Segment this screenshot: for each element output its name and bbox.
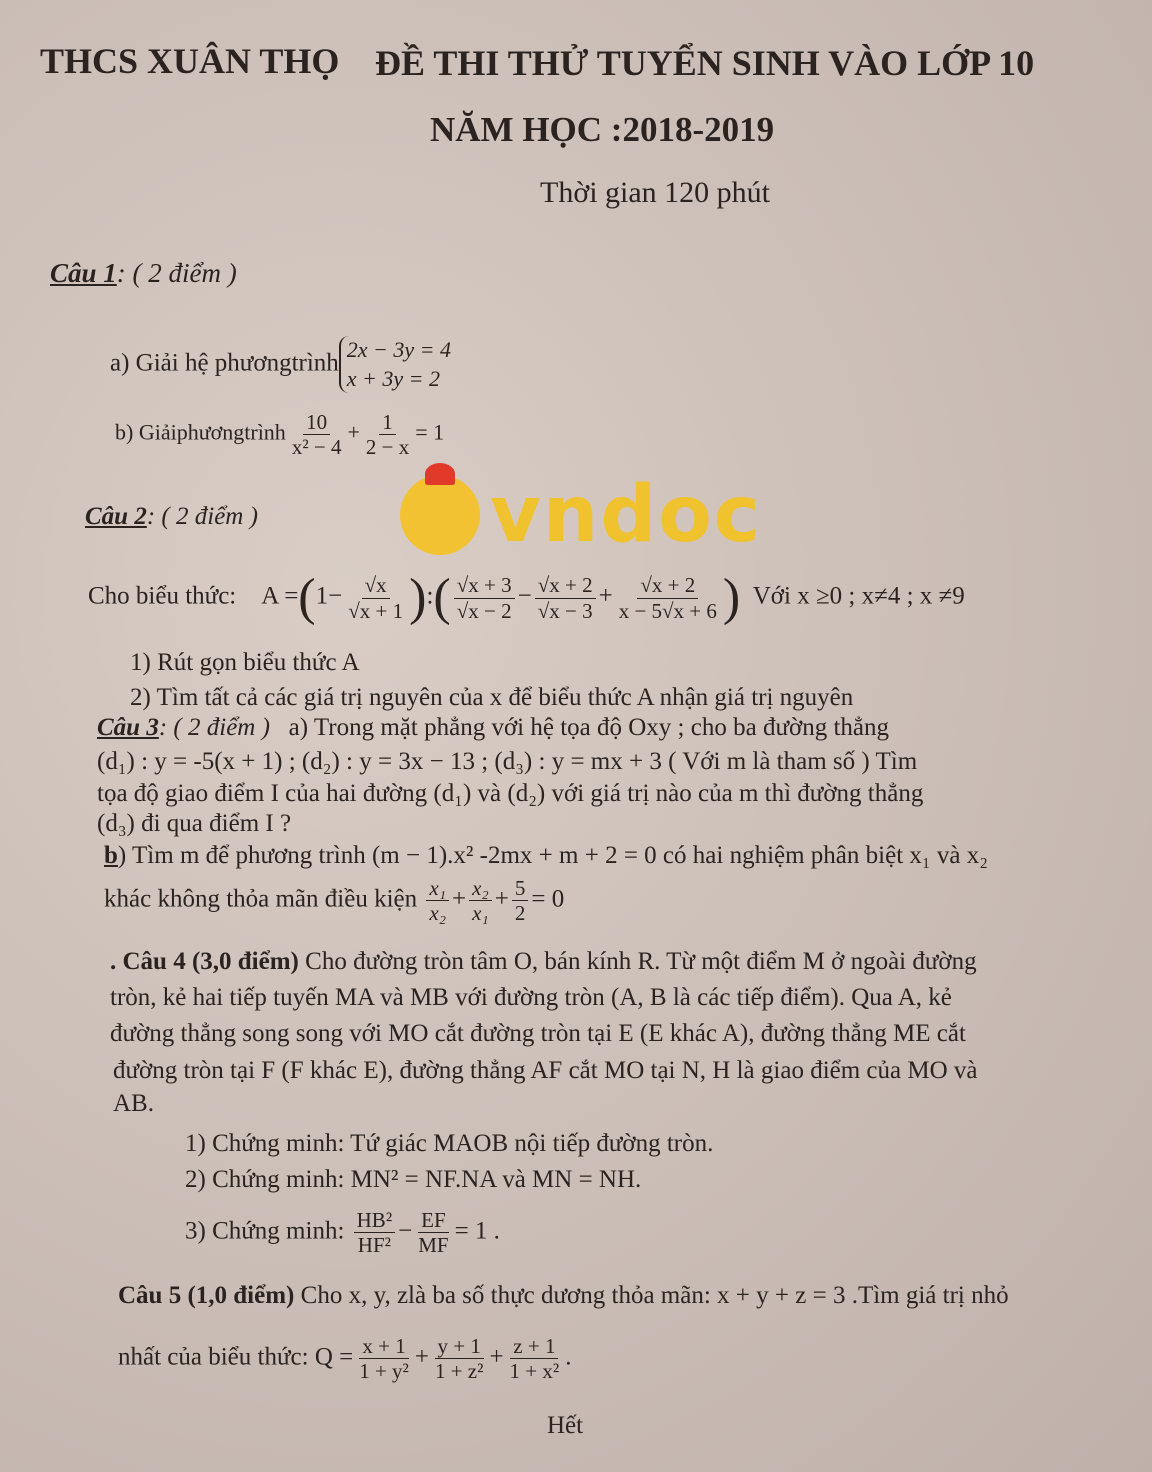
num: 1 xyxy=(379,410,396,435)
q1-points: : ( 2 điểm ) xyxy=(116,258,237,288)
num: 10 xyxy=(303,410,330,435)
school-name: THCS XUÂN THỌ xyxy=(40,41,340,81)
watermark-text: vndoc xyxy=(490,470,763,560)
rhs: = 1 xyxy=(415,419,445,445)
num: x₂ xyxy=(469,876,492,901)
intro: Cho biểu thức: xyxy=(88,582,237,610)
num: √x xyxy=(362,573,390,598)
chick-logo-icon xyxy=(400,475,480,555)
q3-line5 xyxy=(104,842,988,870)
num: √x + 2 xyxy=(535,573,596,598)
den: √x + 1 xyxy=(348,598,404,623)
fraction xyxy=(363,410,412,459)
q3-b-text: ) Tìm m để phương trình (m − 1).x² -2mx + m + 2 = 0 có hai nghiệm phân biệt x₁ và x₂ xyxy=(117,842,988,869)
den: √x − 3 xyxy=(537,598,593,623)
q4-line2: tròn, kẻ hai tiếp tuyến MA và MB với đường tròn (A, B là các tiếp điểm). Qua A, kẻ xyxy=(110,984,952,1011)
q3-b-label: b xyxy=(104,842,118,869)
fraction xyxy=(469,876,492,925)
den: MF xyxy=(418,1233,449,1258)
fraction xyxy=(415,1208,451,1257)
school-year: NĂM HỌC :2018-2019 xyxy=(430,110,775,149)
num: √x + 3 xyxy=(454,573,515,598)
q2-heading xyxy=(85,503,258,531)
num: x + 1 xyxy=(359,1334,408,1359)
end-marker: Hết xyxy=(547,1412,584,1439)
fraction xyxy=(616,573,720,622)
den: x₁ xyxy=(472,901,489,926)
vndoc-watermark xyxy=(400,470,762,560)
den: 2 xyxy=(514,901,526,926)
eq2: x + 3y = 2 xyxy=(346,365,441,391)
fraction xyxy=(345,573,406,622)
den: x₂ xyxy=(429,901,446,926)
exam-time: Thời gian 120 phút xyxy=(540,176,771,209)
q4-label: . Câu 4 (3,0 điểm) xyxy=(110,948,299,975)
q4-line3: đường thẳng song song với MO cắt đường tròn tại E (E khác A), đường thẳng ME cắt xyxy=(110,1020,966,1047)
q4-line4: đường tròn tại F (F khác E), đường thẳng AF cắt MO tại N, H là giao điểm của MO và xyxy=(113,1057,978,1084)
fraction xyxy=(535,573,596,622)
fraction xyxy=(432,1334,486,1383)
q4-p3-text: 3) Chứng minh: xyxy=(185,1217,345,1245)
q3-label: Câu 3 xyxy=(97,714,159,741)
fraction xyxy=(289,410,345,459)
q5-line2: nhất của biểu thức: Q = $\frac{x + 1}{\text{1 + y²}}$ + $\frac{y + 1}{\text{1 + z²}}$ + $\frac{z + 1}{\text{1 + x²}}$ . xyxy=(118,1334,572,1384)
den: x − 5√x + 6 xyxy=(618,598,717,623)
q3-line3: tọa độ giao điểm I của hai đường (d₁) và (d₂) với giá trị nào của m thì đường thẳng xyxy=(97,780,924,807)
rhs: = 1 . xyxy=(454,1217,500,1245)
q2-expression: Cho biểu thức: A =(1− $\frac{√x}{√x + 1}$ ):( $\frac{√x + 3}{√x - 2}$ − $\frac{√x + 2}{√x - 3}$ + $\frac{√x + 2}{x - 5√x + 6}$ ) Với x ≥0 ; x≠4 ; x ≠9 xyxy=(88,569,965,626)
num: EF xyxy=(418,1208,449,1233)
fraction xyxy=(426,876,449,925)
q3-text: a) Trong mặt phẳng với hệ tọa độ Oxy ; cho ba đường thẳng xyxy=(288,714,890,741)
fraction xyxy=(356,1334,412,1383)
q3-line2: (d₁) : y = -5(x + 1) ; (d₂) : y = 3x − 13 ; (d₃) : y = mx + 3 ( Với m là tham số ) Tìm xyxy=(97,748,918,775)
rhs: = 0 xyxy=(531,885,565,913)
q1-b: b) Giảiphươngtrình $\frac{10}{\text{x² − 4}}$ + $\frac{1}{2 - x}$ = 1 xyxy=(115,410,445,460)
q3-line1 xyxy=(97,714,889,742)
num: 5 xyxy=(512,876,529,901)
fraction xyxy=(354,1208,395,1257)
q4-line1 xyxy=(110,948,977,976)
q3-line6: khác không thỏa mãn điều kiện $\frac{\text{x₁}}{\text{x₂}}$ + $\frac{\text{x₂}}{\text{x₁}}$ + $\frac{5}{2}$ = 0 xyxy=(104,876,565,926)
q1-a-text: a) Giải hệ phươngtrình xyxy=(110,349,339,377)
q3-line4: (d₃) đi qua điểm I ? xyxy=(97,810,292,837)
num: y + 1 xyxy=(435,1334,484,1359)
exam-title: ĐỀ THI THỬ TUYỂN SINH VÀO LỚP 10 xyxy=(375,43,1035,83)
den: √x − 2 xyxy=(456,598,512,623)
q5-text: Cho x, y, zlà ba số thực dương thỏa mãn: x + y + z = 3 .Tìm giá trị nhỏ xyxy=(300,1282,1009,1309)
q4-part3: 3) Chứng minh: $\frac{\text{HB²}}{\text{HF²}}$ − $\frac{EF}{MF}$ = 1 . xyxy=(185,1208,500,1258)
den: x² − 4 xyxy=(291,435,342,460)
q3-points: : ( 2 điểm ) xyxy=(158,714,270,741)
den: 2 − x xyxy=(365,435,410,460)
a-label: A = xyxy=(261,582,299,610)
q5-q-label: nhất của biểu thức: Q = xyxy=(118,1343,354,1371)
q5-label: Câu 5 (1,0 điểm) xyxy=(118,1282,295,1309)
den: 1 + z² xyxy=(434,1359,484,1384)
q2-label: Câu 2 xyxy=(85,503,147,530)
q4-text: Cho đường tròn tâm O, bán kính R. Từ một điểm M ở ngoài đường xyxy=(305,948,977,975)
q5-line1 xyxy=(118,1282,1009,1310)
num: z + 1 xyxy=(510,1334,558,1359)
fraction xyxy=(507,1334,563,1383)
den: 1 + y² xyxy=(359,1359,409,1384)
q1-a xyxy=(110,336,451,393)
q4-part1: 1) Chứng minh: Tứ giác MAOB nội tiếp đường tròn. xyxy=(185,1130,714,1157)
num: HB² xyxy=(354,1208,395,1233)
q4-part2: 2) Chứng minh: MN² = NF.NA và MN = NH. xyxy=(185,1166,642,1193)
fraction xyxy=(512,876,529,925)
fraction xyxy=(454,573,515,622)
q4-line5: AB. xyxy=(113,1090,154,1117)
num: √x + 2 xyxy=(637,573,698,598)
den: 1 + x² xyxy=(509,1359,560,1384)
q2-points: : ( 2 điểm ) xyxy=(146,503,258,530)
den: HF² xyxy=(357,1233,391,1258)
q1-label: Câu 1 xyxy=(50,258,117,288)
q1-b-text: b) Giảiphươngtrình xyxy=(115,419,286,445)
condition: Với x ≥0 ; x≠4 ; x ≠9 xyxy=(752,582,965,610)
eq1: 2x − 3y = 4 xyxy=(346,337,452,362)
q2-part2: 2) Tìm tất cả các giá trị nguyên của x để biểu thức A nhận giá trị nguyên xyxy=(130,684,854,711)
num: x₁ xyxy=(426,876,449,901)
q3-cond-text: khác không thỏa mãn điều kiện xyxy=(104,885,418,913)
q1-heading xyxy=(50,258,237,289)
q2-part1: 1) Rút gọn biểu thức A xyxy=(130,649,360,676)
equation-system xyxy=(339,336,451,393)
